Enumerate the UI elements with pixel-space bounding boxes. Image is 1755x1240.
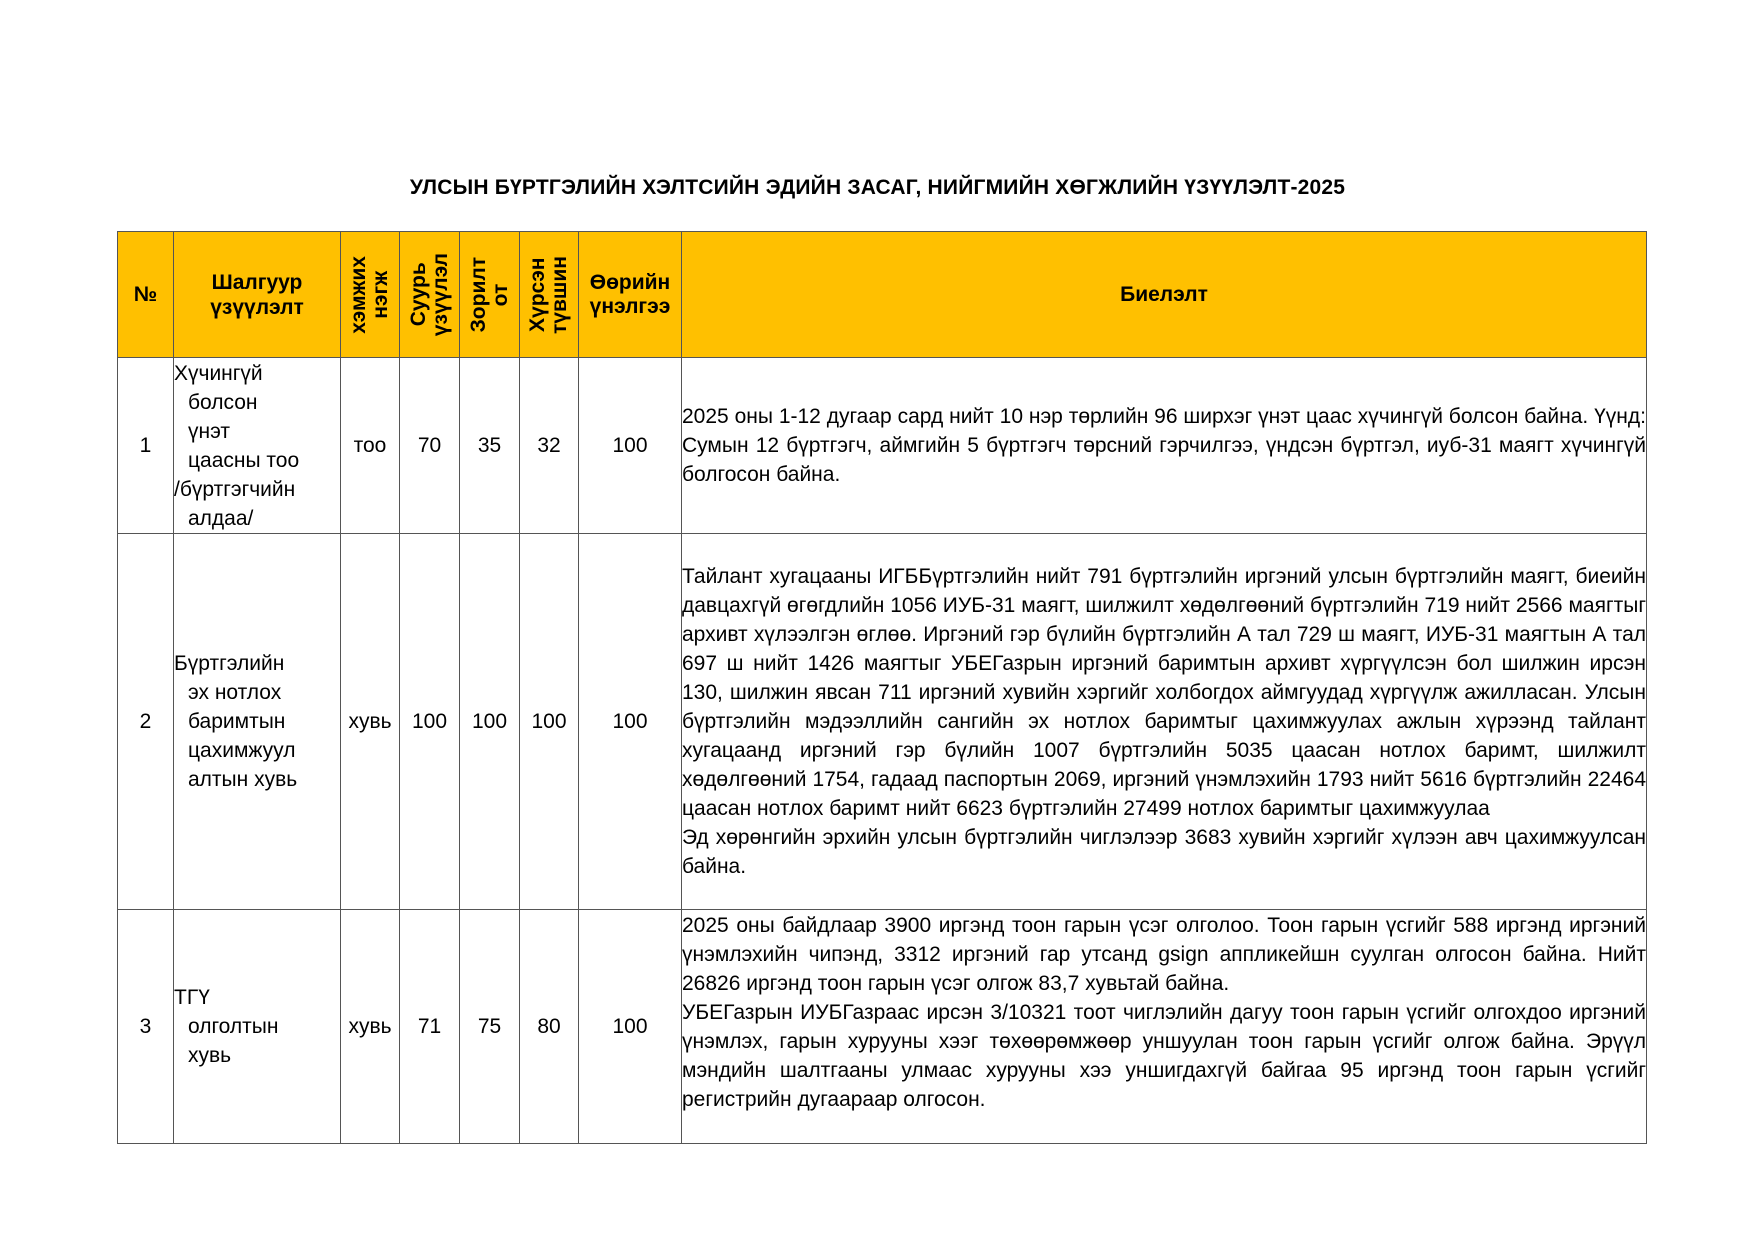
header-unit-line2: нэгж [369, 270, 392, 319]
criteria-line: үнэт [188, 419, 230, 443]
criteria-line: цаасны тоо [188, 448, 300, 472]
row-result [682, 358, 1647, 534]
row-base: 71 [400, 910, 460, 1144]
header-target-line2: от [488, 283, 512, 306]
row-unit: хувь [341, 534, 400, 910]
criteria-line: баримтын [188, 710, 286, 733]
criteria-line: болсон [188, 390, 258, 414]
row-number: 3 [118, 910, 174, 1144]
criteria-line: /бүртгэгчийн [174, 477, 296, 501]
header-criteria [174, 232, 341, 358]
criteria-line: Бүртгэлийн [174, 652, 285, 675]
row-target: 100 [460, 534, 520, 910]
criteria-line: алтын хувь [188, 768, 298, 791]
row-criteria [174, 910, 341, 1144]
table-row [118, 358, 1647, 534]
row-unit: хувь [341, 910, 400, 1144]
row-result [682, 910, 1647, 1144]
row-self-assessment: 100 [579, 534, 682, 910]
criteria-line: Хүчингүй [174, 361, 263, 385]
header-self-line1: Өөрийн [589, 270, 671, 294]
row-target: 35 [460, 358, 520, 534]
row-achieved: 32 [520, 358, 579, 534]
table-row [118, 534, 1647, 910]
header-result: Биелэлт [682, 232, 1647, 358]
row-number: 1 [118, 358, 174, 534]
row-target: 75 [460, 910, 520, 1144]
header-self-line2: үнэлгээ [589, 294, 671, 318]
result-paragraph: Тайлант хугацааны ИГББүртгэлийн нийт 791 бүртгэлийн иргэний улсын бүртгэлийн маягт, биеийн давцахгүй өгөгдлийн 1056 ИУБ-31 маягт, шилжилт хөдөлгөөний бүртгэлийн 719 нийт 2566 маягтыг архивт хүлээлгэн өглөө. Иргэний гэр бүлийн бүртгэлийн А тал 729 ш маягт, ИУБ-31 маягтын А тал 697 ш нийт 1426 маягтыг УБЕГазрын иргэний баримтын архивт хүргүүлсэн бол шилжин ирсэн 130, шилжин явсан 711 иргэний хувийн хэргийг холбогдох аймгуудад хүргүүлж ажилласан. Улсын бүртгэлийн мэдээллийн сангийн эх нотлох баримтыг цахимжуулах ажлын хүрээнд тайлант хугацаанд иргэний гэр бүлийн 1007 бүртгэлийн 5035 цаасан нотлох баримт, шилжилт хөдөлгөөний 1754, гадаад паспортын 2069, иргэний үнэмлэхийн 1793 нийт 5616 бүртгэлийн 22464 цаасан нотлох баримт нийт 6623 бүртгэлийн 27499 нотлох баримтыг цахимжуулаа [682, 565, 1646, 820]
header-base-line1: Суурь [406, 262, 430, 327]
row-self-assessment: 100 [579, 910, 682, 1144]
header-target-line1: Зорилт [466, 256, 490, 333]
criteria-line: хувь [188, 1044, 232, 1067]
indicators-table [117, 231, 1647, 1144]
result-paragraph: УБЕГазрын ИУБГазраас ирсэн 3/10321 тоот чиглэлийн дагуу тоон гарын үсгийг олгохдоо иргэний үнэмлэх, гарын хурууны хээг төхөөрөмжөөр уншуулан тоон гарын үсгийг олгож байна. Эрүүл мэндийн шалтгааны улмаас хурууны хээ уншигдахгүй байгаа 95 иргэнд тоон гарын үсгийг регистрийн дугаараар олгосон. [682, 1001, 1646, 1111]
row-number: 2 [118, 534, 174, 910]
table-header-row [118, 232, 1647, 358]
header-no: № [118, 232, 174, 358]
row-base: 100 [400, 534, 460, 910]
header-base [400, 232, 460, 358]
header-target [460, 232, 520, 358]
criteria-line: ТГҮ [174, 986, 210, 1009]
page-title: УЛСЫН БҮРТГЭЛИЙН ХЭЛТСИЙН ЭДИЙН ЗАСАГ, НИЙГМИЙН ХӨГЖЛИЙН ҮЗҮҮЛЭЛТ-2025 [409, 176, 1346, 199]
header-unit [341, 232, 400, 358]
header-unit-line1: хэмжих [347, 255, 370, 334]
row-self-assessment: 100 [579, 358, 682, 534]
header-criteria-line1: Шалгуур [211, 270, 303, 294]
criteria-line: олголтын [188, 1015, 279, 1038]
header-base-line2: үзүүлэл [428, 252, 452, 337]
row-achieved: 100 [520, 534, 579, 910]
header-achieved-line1: Хүрсэн [526, 257, 549, 332]
header-achieved [520, 232, 579, 358]
result-paragraph: Эд хөрөнгийн эрхийн улсын бүртгэлийн чиглэлээр 3683 хувийн хэргийг хүлээн авч цахимжуулсан байна. [682, 826, 1646, 878]
row-unit: тоо [341, 358, 400, 534]
row-criteria [174, 358, 341, 534]
criteria-line: цахимжуул [188, 739, 296, 762]
header-criteria-line2: үзүүлэлт [210, 295, 304, 319]
row-base: 70 [400, 358, 460, 534]
header-self-assessment [579, 232, 682, 358]
header-achieved-line2: түвшин [548, 255, 571, 334]
result-paragraph: 2025 оны 1-12 дугаар сард нийт 10 нэр төрлийн 96 ширхэг үнэт цаас хүчингүй болсон байна. Үүнд: Сумын 12 бүртгэгч, аймгийн 5 бүртгэгч төрсний гэрчилгээ, үндсэн бүртгэл, иуб-31 маягт хүчингүй болгосон байна. [682, 405, 1646, 486]
row-criteria [174, 534, 341, 910]
row-result [682, 534, 1647, 910]
row-achieved: 80 [520, 910, 579, 1144]
criteria-line: алдаа/ [188, 506, 254, 530]
result-paragraph: 2025 оны байдлаар 3900 иргэнд тоон гарын үсэг олголоо. Тоон гарын үсгийг 588 иргэнд иргэний үнэмлэхийн чипэнд, 3312 иргэний гар утсанд gsign аппликейшн суулган олгосон байна. Нийт 26826 иргэнд тоон гарын үсэг олгож 83,7 хувьтай байна. [682, 914, 1646, 995]
criteria-line: эх нотлох [188, 681, 282, 704]
table-row [118, 910, 1647, 1144]
